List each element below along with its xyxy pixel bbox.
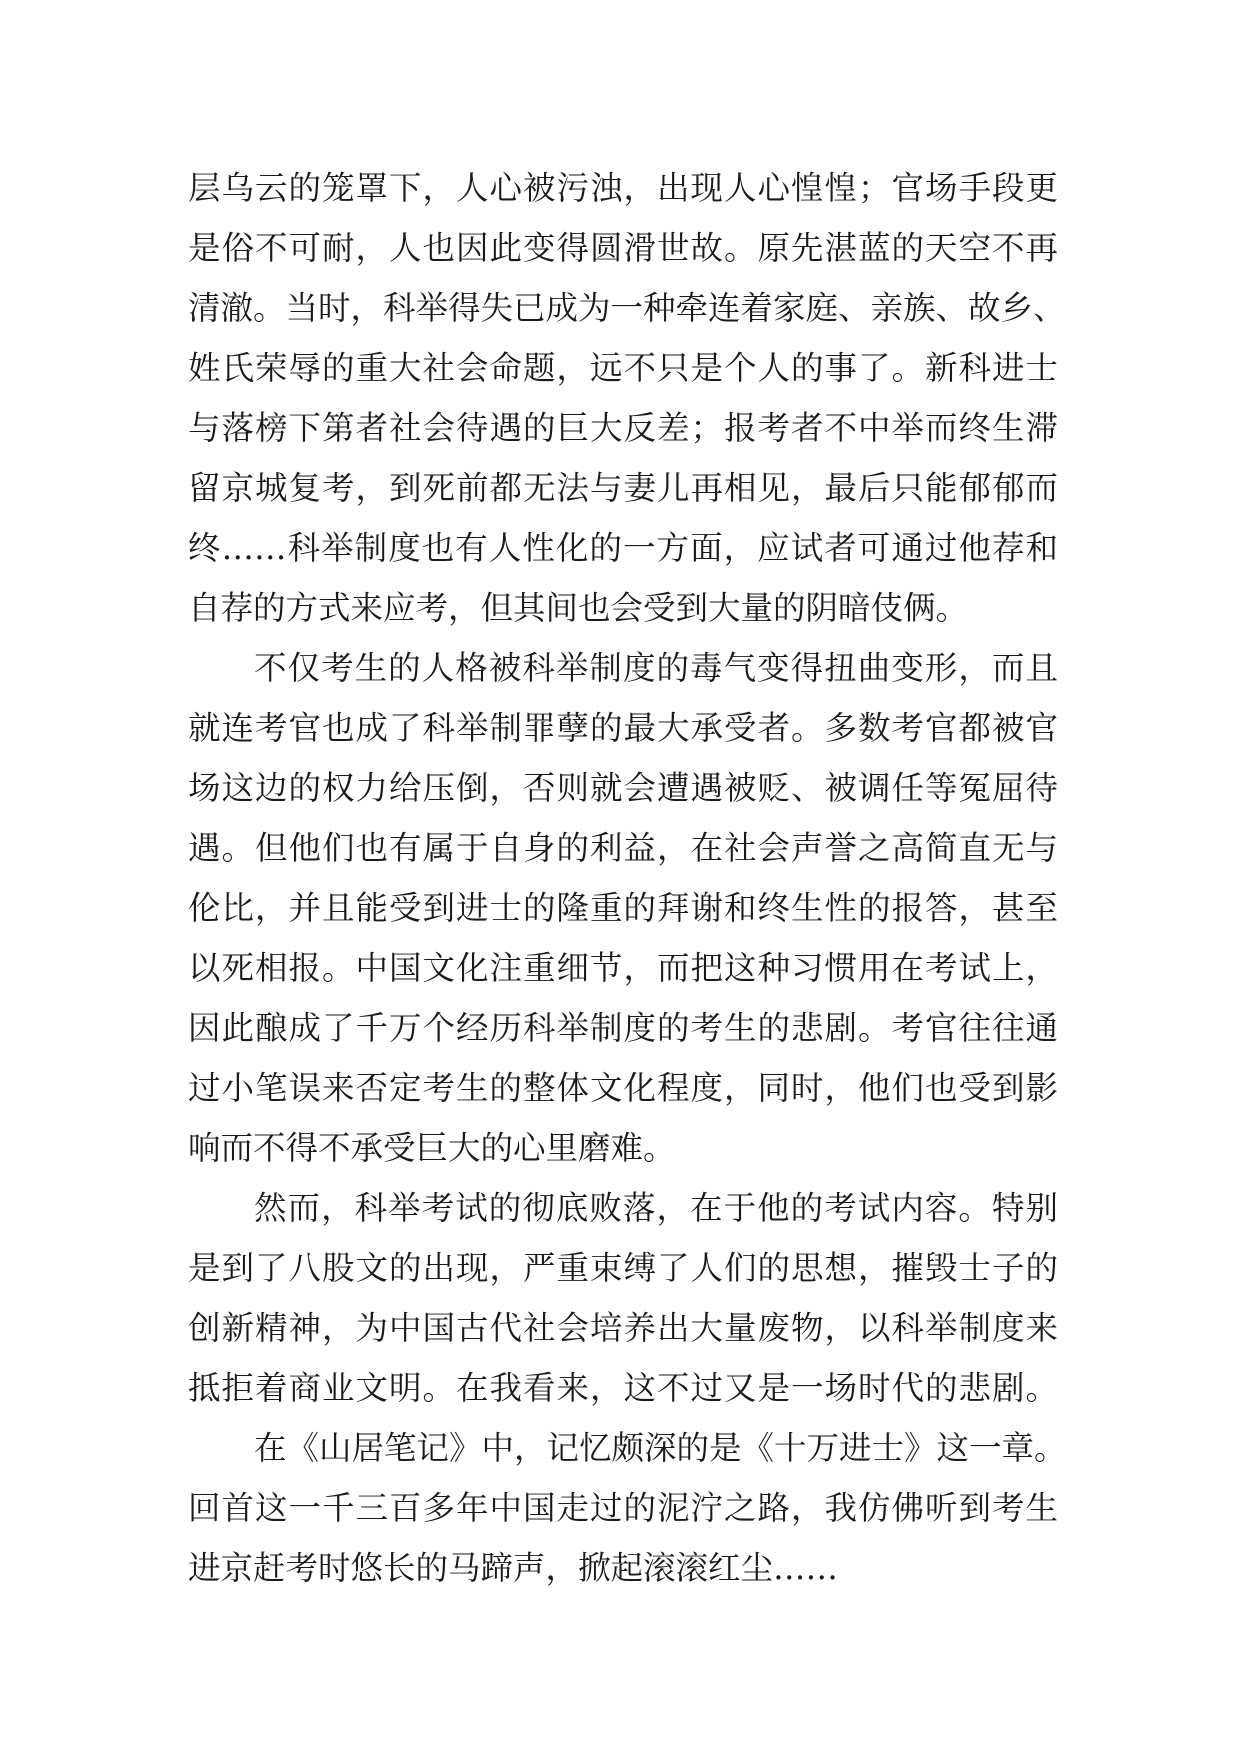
text-line: 就连考官也成了科举制罪孽的最大承受者。多数考官都被官 — [188, 709, 1058, 747]
text-line: 留京城复考，到死前都无法与妻儿再相见，最后只能郁郁而 — [188, 469, 1058, 507]
text-line: 响而不得不承受巨大的心里磨难。 — [188, 1129, 676, 1167]
text-line: 因此酿成了千万个经历科举制度的考生的悲剧。考官往往通 — [188, 1009, 1058, 1047]
text-line: 进京赶考时悠长的马蹄声，掀起滚滚红尘…… — [188, 1549, 839, 1587]
text-line: 以死相报。中国文化注重细节，而把这种习惯用在考试上， — [188, 949, 1058, 987]
text-line: 创新精神，为中国古代社会培养出大量废物，以科举制度来 — [188, 1309, 1058, 1347]
text-line: 是俗不可耐，人也因此变得圆滑世故。原先湛蓝的天空不再 — [188, 229, 1058, 267]
text-line: 伦比，并且能受到进士的隆重的拜谢和终生性的报答，甚至 — [188, 889, 1058, 927]
text-line: 不仅考生的人格被科举制度的毒气变得扭曲变形，而且 — [254, 649, 1058, 687]
text-line: 层乌云的笼罩下，人心被污浊，出现人心惶惶；官场手段更 — [188, 169, 1058, 207]
paragraph-3 — [188, 1178, 1058, 1418]
paragraph-4 — [188, 1418, 1067, 1598]
text-line: 在《山居笔记》中，记忆颇深的是《十万进士》这一章。 — [254, 1429, 1067, 1467]
text-line: 自荐的方式来应考，但其间也会受到大量的阴暗伎俩。 — [188, 589, 969, 627]
paragraph-2 — [188, 638, 1058, 1178]
text-line: 遇。但他们也有属于自身的利益，在社会声誉之高简直无与 — [188, 829, 1058, 867]
text-line: 然而，科举考试的彻底败落，在于他的考试内容。特别 — [254, 1189, 1058, 1227]
text-line: 清澈。当时，科举得失已成为一种牵连着家庭、亲族、故乡、 — [188, 289, 1066, 327]
essay-body — [188, 158, 1067, 1598]
paragraph-1 — [188, 158, 1066, 638]
text-line: 终……科举制度也有人性化的一方面，应试者可通过他荐和 — [188, 529, 1058, 567]
text-line: 回首这一千三百多年中国走过的泥泞之路，我仿佛听到考生 — [188, 1489, 1058, 1527]
text-line: 姓氏荣辱的重大社会命题，远不只是个人的事了。新科进士 — [188, 349, 1058, 387]
text-line: 与落榜下第者社会待遇的巨大反差；报考者不中举而终生滞 — [188, 409, 1058, 447]
text-line: 过小笔误来否定考生的整体文化程度，同时，他们也受到影 — [188, 1069, 1058, 1107]
text-line: 场这边的权力给压倒，否则就会遭遇被贬、被调任等冤屈待 — [188, 769, 1058, 807]
text-line: 抵拒着商业文明。在我看来，这不过又是一场时代的悲剧。 — [188, 1369, 1058, 1407]
text-line: 是到了八股文的出现，严重束缚了人们的思想，摧毁士子的 — [188, 1249, 1058, 1287]
